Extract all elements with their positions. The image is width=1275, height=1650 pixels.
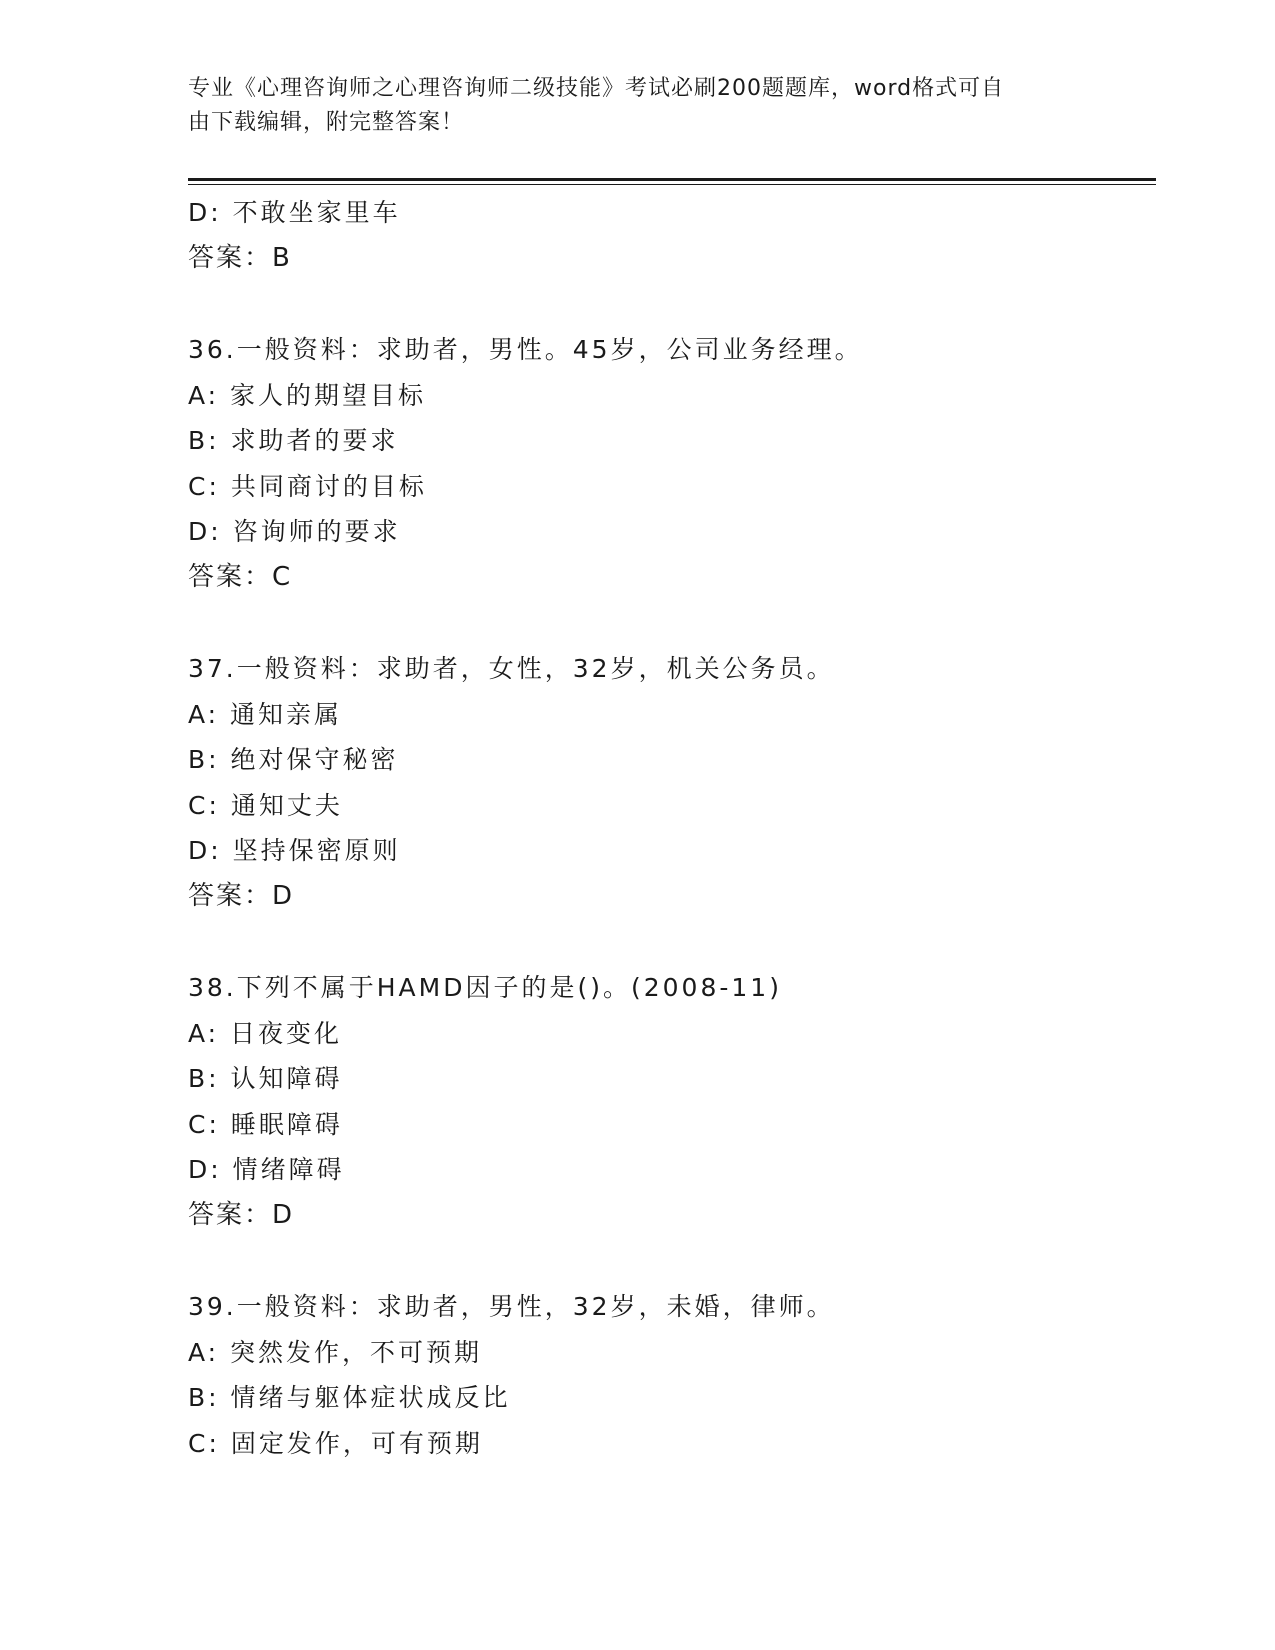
option-b: B: 认知障碍: [188, 1064, 343, 1093]
question-block-35-partial: [188, 190, 1148, 281]
option-b: B: 求助者的要求: [188, 426, 399, 455]
document-header: [188, 72, 1088, 140]
header-rule-thick: [188, 178, 1156, 181]
answer-line: 答案：D: [188, 1199, 295, 1230]
question-block-39: [188, 1284, 1148, 1466]
option-b: B: 情绪与躯体症状成反比: [188, 1383, 511, 1412]
question-block-38: [188, 965, 1148, 1238]
header-line-1: 专业《心理咨询师之心理咨询师二级技能》考试必刷200题题库，word格式可自: [188, 76, 1005, 101]
option-d: D: 咨询师的要求: [188, 517, 401, 546]
answer-line: 答案：B: [188, 242, 292, 273]
option-d: D: 情绪障碍: [188, 1155, 345, 1184]
question-stem: 39.一般资料：求助者，男性，32岁，未婚，律师。: [188, 1292, 835, 1321]
option-a: A: 家人的期望目标: [188, 380, 427, 410]
question-list: [188, 190, 1148, 1466]
question-block-37: [188, 646, 1148, 919]
option-d: D: 坚持保密原则: [188, 836, 401, 865]
header-rule-thin: [188, 184, 1156, 185]
question-block-36: [188, 327, 1148, 600]
question-stem: 36.一般资料：求助者，男性。45岁，公司业务经理。: [188, 335, 863, 364]
option-a: A: 日夜变化: [188, 1018, 343, 1048]
option-c: C: 通知丈夫: [188, 790, 343, 820]
option-d: D: 不敢坐家里车: [188, 198, 401, 227]
question-stem: 37.一般资料：求助者，女性，32岁，机关公务员。: [188, 654, 835, 683]
option-c: C: 固定发作，可有预期: [188, 1428, 483, 1458]
header-line-2: 由下载编辑，附完整答案！: [188, 110, 465, 135]
answer-line: 答案：D: [188, 880, 295, 911]
option-a: A: 突然发作，不可预期: [188, 1337, 483, 1367]
option-b: B: 绝对保守秘密: [188, 745, 399, 774]
question-stem: 38.下列不属于HAMD因子的是()。(2008-11): [188, 973, 782, 1002]
option-a: A: 通知亲属: [188, 699, 343, 729]
option-c: C: 睡眠障碍: [188, 1109, 343, 1139]
answer-line: 答案：C: [188, 561, 293, 592]
option-c: C: 共同商讨的目标: [188, 471, 427, 501]
